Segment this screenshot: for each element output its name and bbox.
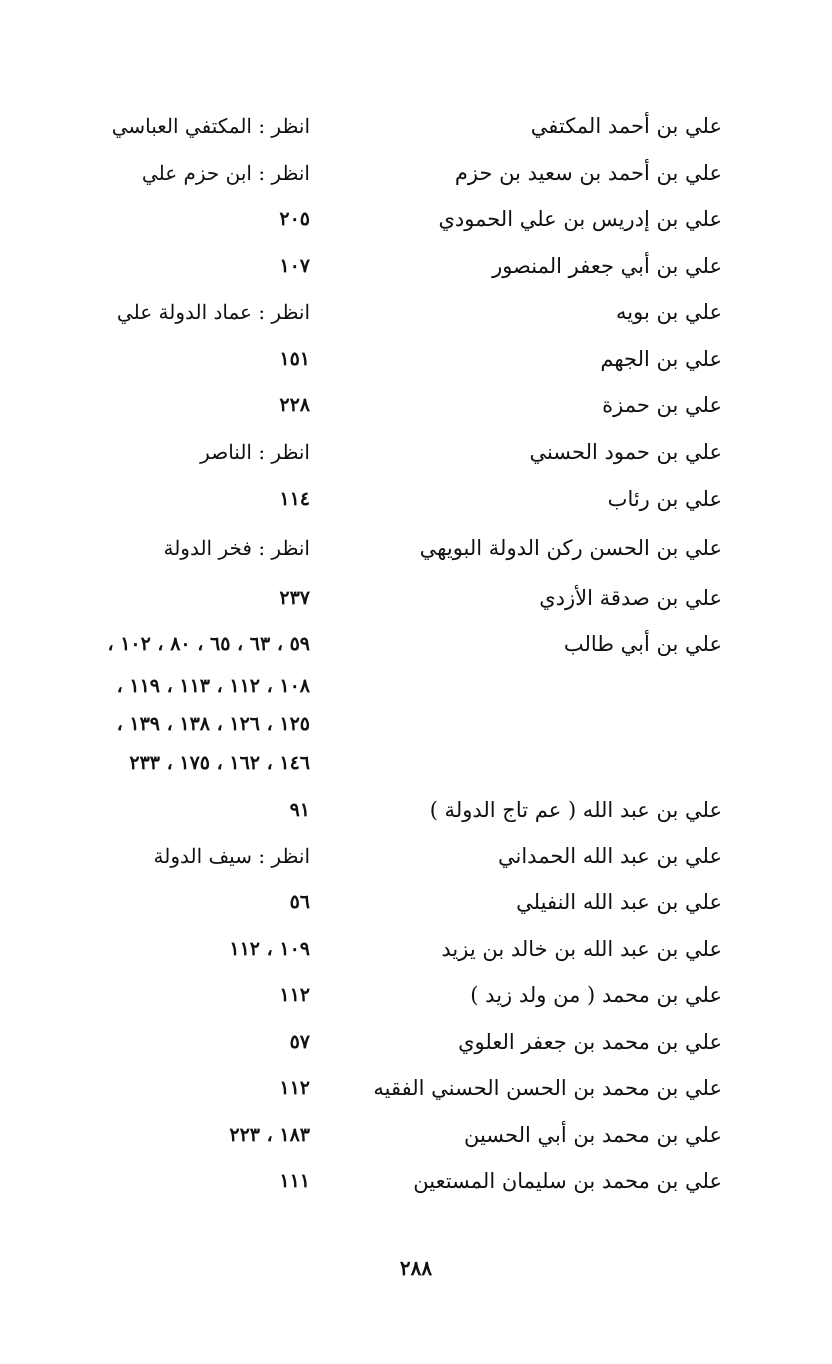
entry-name: علي بن الجهم (600, 347, 722, 371)
entry-reference: انظر : المكتفي العباسي (111, 114, 310, 138)
entry-name: علي بن حمود الحسني (529, 440, 722, 464)
entry-name: علي بن عبد الله ( عم تاج الدولة ) (429, 798, 722, 822)
entry-name: علي بن إدريس بن علي الحمودي (438, 207, 722, 231)
page-number: ٢٨٨ (399, 1256, 433, 1280)
entry-name: علي بن محمد بن أبي الحسين (463, 1123, 722, 1147)
entry-name: علي بن بويه (616, 300, 722, 324)
index-entry (0, 624, 832, 670)
index-entry (0, 578, 832, 624)
entry-reference: انظر : سيف الدولة (153, 844, 310, 868)
index-entry (0, 882, 832, 928)
entry-name: علي بن أحمد بن سعيد بن حزم (454, 161, 722, 185)
entry-reference: انظر : الناصر (200, 440, 310, 464)
index-entry (0, 929, 832, 975)
entry-page-numbers-continued: ١٠٨ ، ١١٢ ، ١١٣ ، ١١٩ ، (116, 675, 310, 697)
index-entry (0, 975, 832, 1021)
entry-page-numbers: ١١٢ (279, 984, 310, 1006)
entry-page-numbers: ١٨٣ ، ٢٢٣ (229, 1124, 310, 1146)
entry-page-numbers: ١١٤ (279, 488, 310, 510)
entry-page-numbers: ١٥١ (279, 348, 310, 370)
index-entry (0, 1161, 832, 1207)
index-entry (0, 1022, 832, 1068)
entry-page-numbers: ٥٩ ، ٦٣ ، ٦٥ ، ٨٠ ، ١٠٢ ، (107, 633, 310, 655)
entry-page-numbers: ٩١ (289, 799, 310, 821)
entry-name: علي بن الحسن ركن الدولة البويهي (419, 536, 722, 560)
entry-name: علي بن عبد الله الحمداني (498, 844, 722, 868)
entry-name: علي بن رئاب (607, 487, 722, 511)
entry-page-numbers: ٢٣٧ (279, 587, 310, 609)
entry-name: علي بن محمد ( من ولد زيد ) (470, 983, 722, 1007)
entry-name: علي بن محمد بن جعفر العلوي (458, 1030, 722, 1054)
entry-page-numbers: ١٠٩ ، ١١٢ (229, 938, 310, 960)
index-entry (0, 1068, 832, 1114)
index-entry (0, 246, 832, 292)
index-entry (0, 385, 832, 431)
entry-page-numbers: ٥٧ (289, 1031, 310, 1053)
entry-page-numbers: ١١٢ (279, 1077, 310, 1099)
entry-reference: انظر : عماد الدولة علي (116, 300, 310, 324)
index-entry (0, 339, 832, 385)
entry-name: علي بن محمد بن سليمان المستعين (413, 1169, 722, 1193)
index-entry (0, 528, 832, 574)
entry-page-numbers: ٥٦ (289, 891, 310, 913)
entry-name: علي بن حمزة (602, 393, 722, 417)
entry-page-numbers: ١١١ (279, 1170, 310, 1192)
index-entry (0, 479, 832, 525)
entry-reference: انظر : ابن حزم علي (141, 161, 310, 185)
index-entry (0, 432, 832, 478)
index-entry (0, 106, 832, 152)
entry-name: علي بن عبد الله النفيلي (516, 890, 722, 914)
entry-page-numbers-continued: ١٢٥ ، ١٢٦ ، ١٣٨ ، ١٣٩ ، (116, 713, 310, 735)
index-entry (0, 790, 832, 836)
entry-page-numbers: ١٠٧ (279, 255, 310, 277)
index-entry (0, 836, 832, 882)
entry-page-numbers-continued: ١٤٦ ، ١٦٢ ، ١٧٥ ، ٢٣٣ (129, 752, 310, 774)
index-entry (0, 199, 832, 245)
entry-page-numbers: ٢٢٨ (279, 394, 310, 416)
entry-name: علي بن أبي طالب (563, 632, 722, 656)
entry-name: علي بن أحمد المكتفي (530, 114, 722, 138)
entry-reference: انظر : فخر الدولة (163, 536, 310, 560)
index-entry (0, 1115, 832, 1161)
entry-name: علي بن عبد الله بن خالد بن يزيد (441, 937, 722, 961)
entry-name: علي بن محمد بن الحسن الحسني الفقيه (373, 1076, 722, 1100)
index-entry (0, 153, 832, 199)
entry-name: علي بن أبي جعفر المنصور (492, 254, 722, 278)
entry-name: علي بن صدقة الأزدي (539, 586, 722, 610)
entry-page-numbers: ٢٠٥ (279, 208, 310, 230)
index-entry (0, 292, 832, 338)
